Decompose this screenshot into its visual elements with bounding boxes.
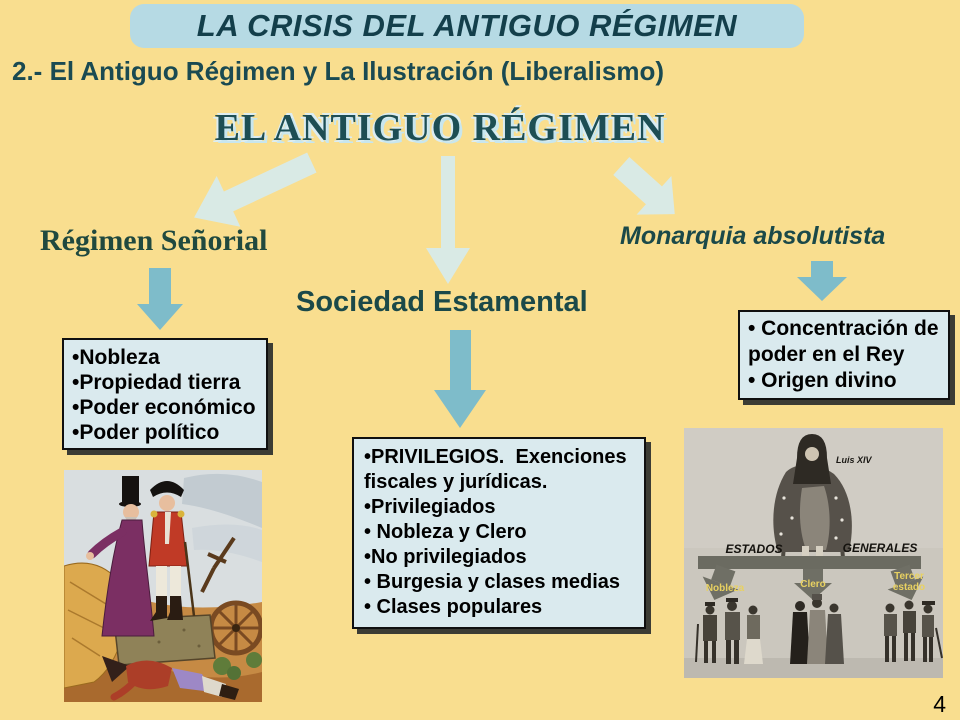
arrow-down-icon xyxy=(426,156,470,284)
list-item: • Concentración de poder en el Rey xyxy=(748,317,945,366)
diagram-estados-label: ESTADOS xyxy=(725,542,783,556)
nobility-attributes-box xyxy=(62,338,268,450)
label-regimen-senorial: Régimen Señorial xyxy=(40,224,268,257)
label-monarquia-absolutista: Monarquia absolutista xyxy=(620,222,886,250)
list-item: •Poder político xyxy=(72,421,220,444)
arrow-down-icon xyxy=(797,261,847,301)
estates-caricature-image xyxy=(64,470,262,702)
arrow-down-icon xyxy=(137,268,183,330)
monarchy-attributes-box xyxy=(738,310,950,400)
diagram-nobleza-label: Nobleza xyxy=(705,583,745,594)
privileges-box xyxy=(352,437,646,629)
diagram-king-label: Luis XIV xyxy=(836,455,872,465)
list-item: • Origen divino xyxy=(748,369,897,392)
label-sociedad-estamental: Sociedad Estamental xyxy=(296,286,588,318)
list-item: •Privilegiados xyxy=(364,496,496,518)
list-item: •Poder económico xyxy=(72,396,256,419)
list-item: • Nobleza y Clero xyxy=(364,521,527,543)
list-item: • Burgesia y clases medias xyxy=(364,571,621,593)
list-item: •Propiedad tierra xyxy=(72,371,241,394)
diagram-tercer-estado-label2: estado xyxy=(892,582,926,593)
arrow-down-right-icon xyxy=(604,147,692,234)
page-number: 4 xyxy=(933,691,946,717)
section-heading: EL ANTIGUO RÉGIMEN xyxy=(214,107,666,149)
list-item: •Nobleza xyxy=(72,346,160,369)
list-item: • Clases populares xyxy=(364,596,543,618)
list-item: •No privilegiados xyxy=(364,546,527,568)
subtitle: 2.- El Antiguo Régimen y La Ilustración (Liberalismo) xyxy=(12,56,665,86)
diagram-clero-label: Clero xyxy=(800,579,826,590)
page-title: LA CRISIS DEL ANTIGUO RÉGIMEN xyxy=(196,8,738,43)
estados-generales-diagram-image xyxy=(684,428,943,678)
list-item: •PRIVILEGIOS. Exenciones fiscales y jurídicas. xyxy=(364,446,633,493)
title-banner xyxy=(130,4,804,48)
diagram-tercer-estado-label: Tercer xyxy=(894,571,924,582)
diagram-generales-label: GENERALES xyxy=(842,541,918,555)
arrow-down-icon xyxy=(434,330,486,428)
